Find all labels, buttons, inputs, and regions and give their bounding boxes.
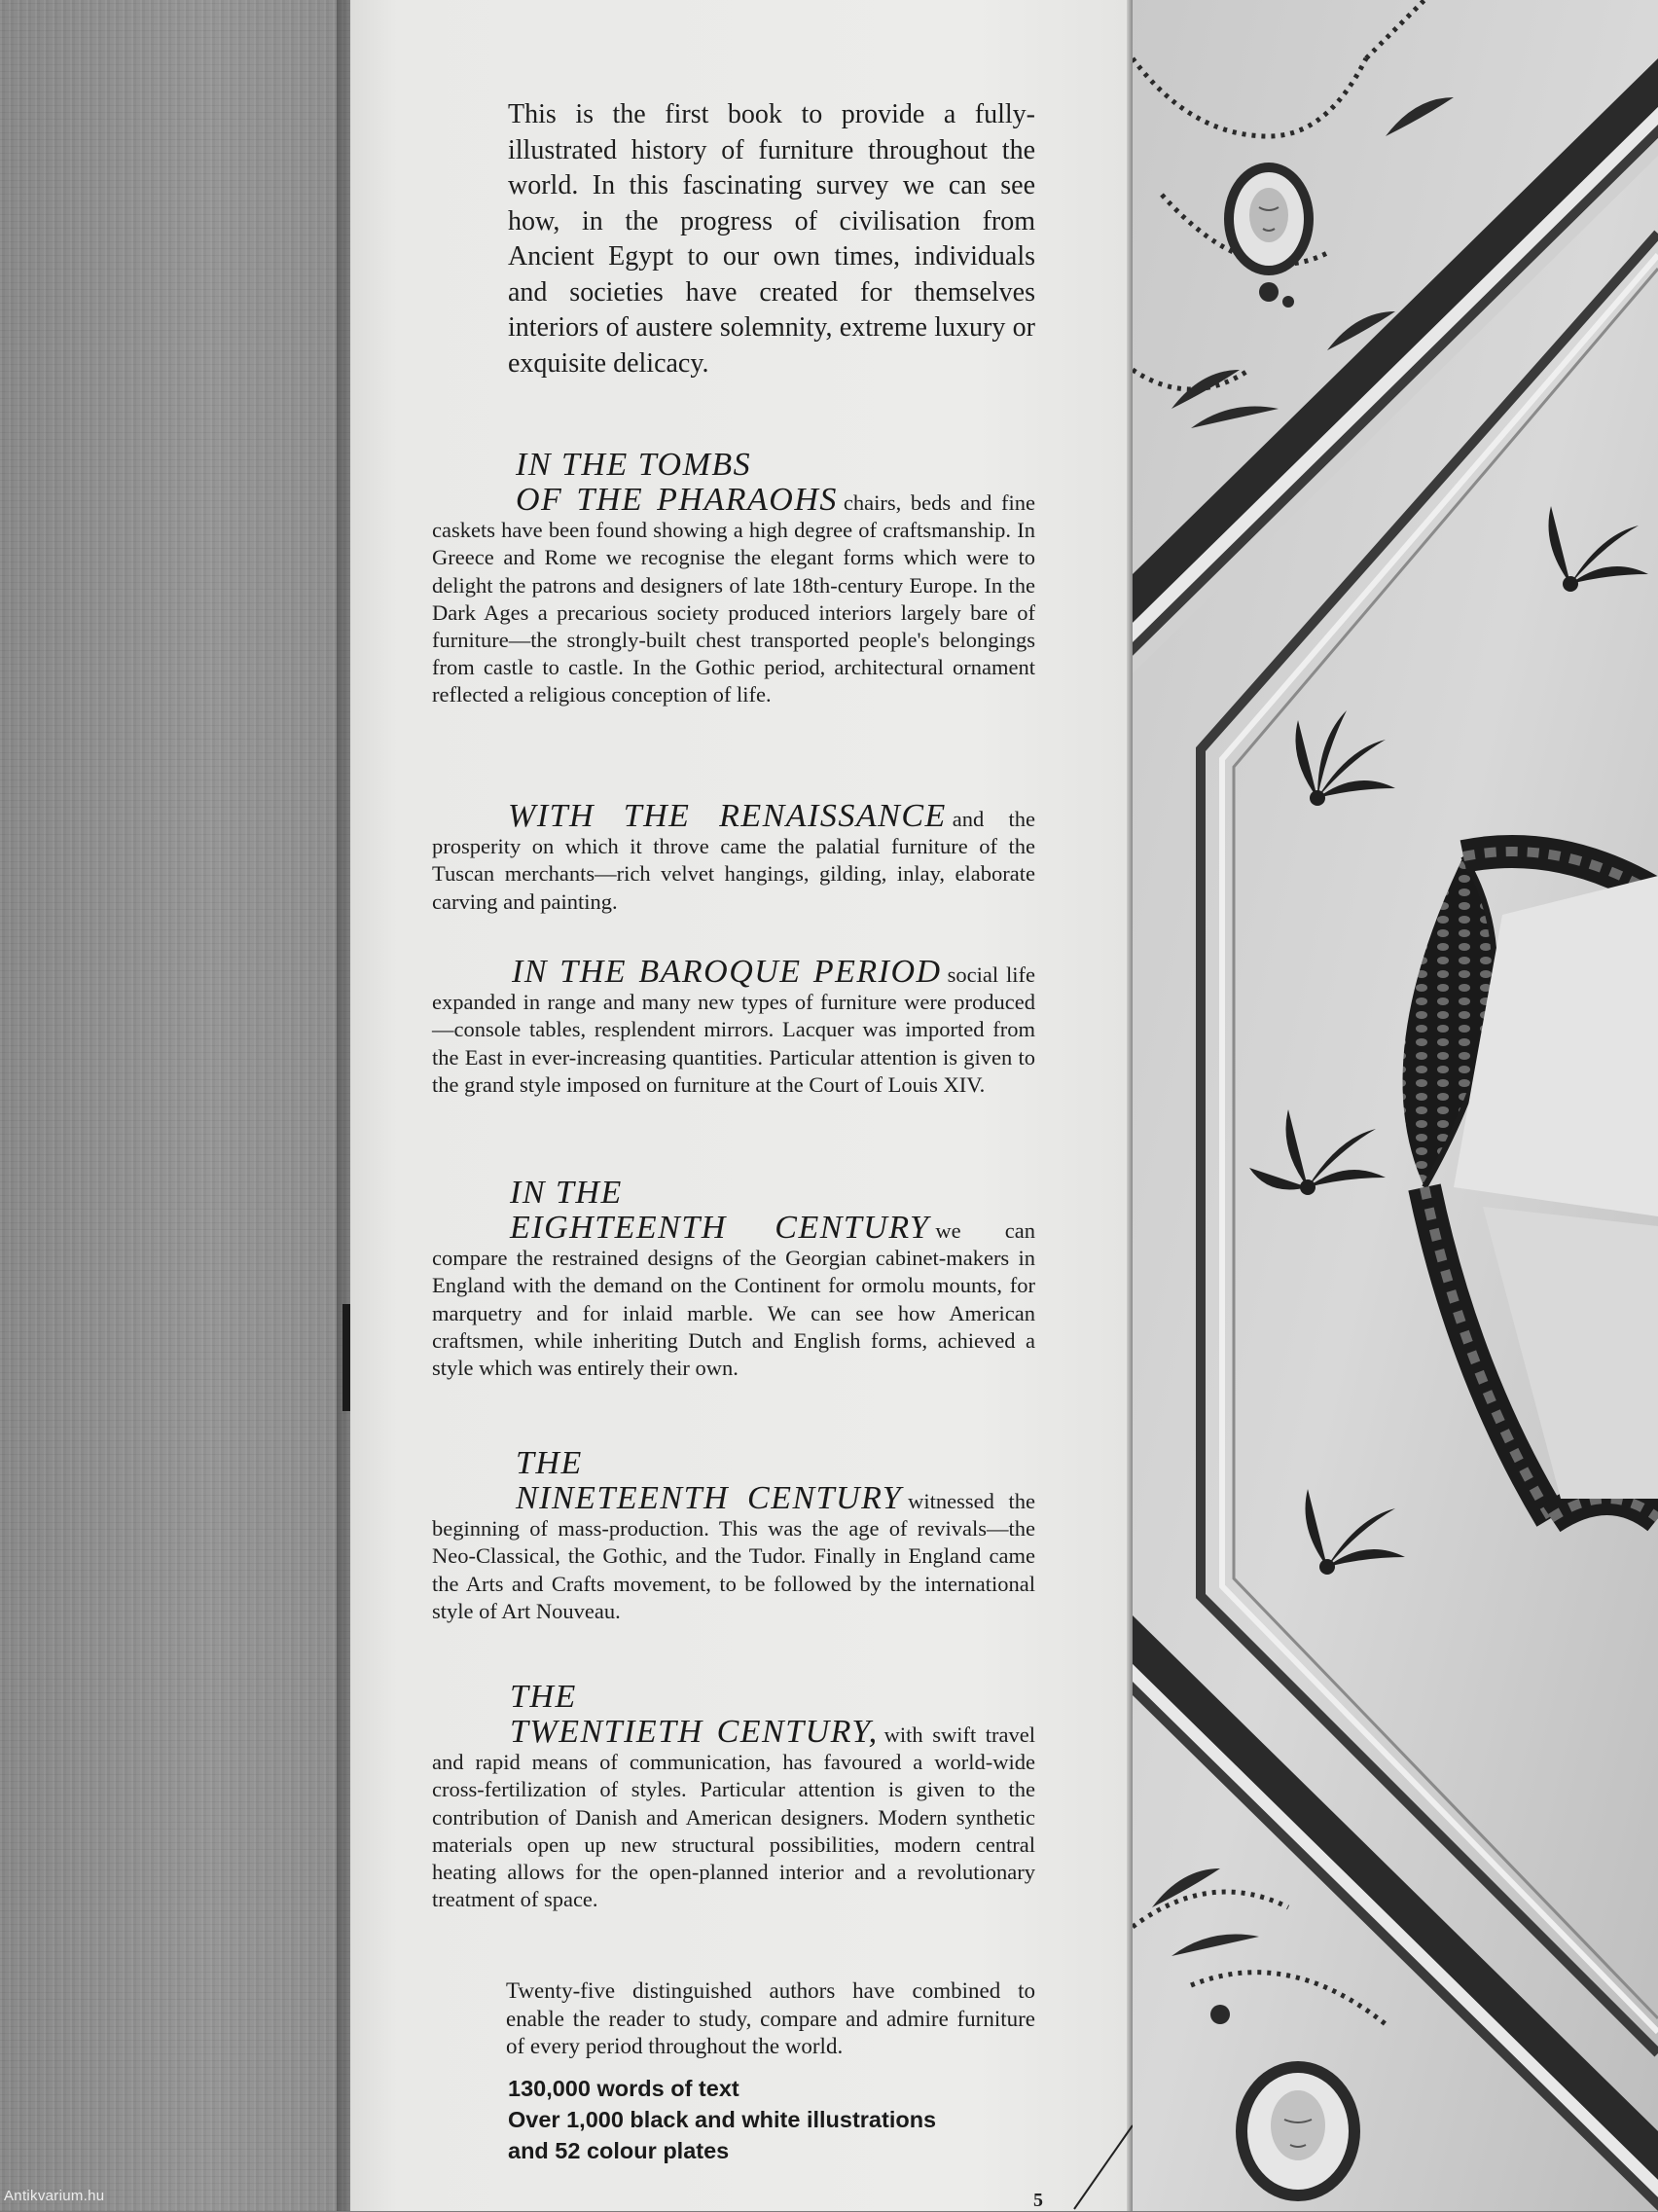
section-heading: IN THE xyxy=(510,1175,623,1211)
section-heading: THE xyxy=(516,1445,583,1481)
section-body xyxy=(432,1210,1035,1382)
book-stats xyxy=(508,2073,1053,2166)
section-heading: EIGHTEENTH CENTURY xyxy=(510,1210,930,1246)
section-eighteenth xyxy=(432,1172,1035,1382)
section-twentieth xyxy=(432,1676,1035,1913)
background-wood-surface xyxy=(0,0,350,2211)
section-body xyxy=(432,954,1035,1099)
section-body xyxy=(432,1480,1035,1625)
section-heading: TWENTIETH CENTURY, xyxy=(510,1714,879,1750)
section-heading: THE xyxy=(510,1679,577,1715)
section-pharaohs xyxy=(432,444,1035,709)
stat-line: Over 1,000 black and white illustrations xyxy=(508,2107,937,2132)
section-body xyxy=(432,1714,1035,1913)
section-heading: NINETEENTH CENTURY xyxy=(516,1480,903,1516)
section-body xyxy=(432,482,1035,709)
closing-paragraph: Twenty-five distinguished authors have combined to enable the reader to study, compare and admire furniture of every period throughout the world. xyxy=(506,1978,1035,2058)
stat-line: 130,000 words of text xyxy=(508,2076,739,2101)
section-text: we can compare the restrained designs of the Georgian cabinet-makers in England with the demand on the Continent for ormolu mounts, for marquetry and for inlaid marble. We can see how American craftsmen, while inheriting Dutch and English forms, achieved a style which was entirely their own. xyxy=(432,1218,1035,1381)
section-nineteenth xyxy=(432,1442,1035,1625)
section-baroque xyxy=(432,954,1035,1099)
page-number: 5 xyxy=(1033,2190,1043,2211)
section-text: chairs, beds and fine caskets have been found showing a high degree of craftsmanship. In Greece and Rome we recognise the elegant forms which were to delight the patrons and designers of late 18th-century Europe. In the Dark Ages a precarious society produced interiors largely bare of furniture—the strongly-built chest transported people's belongings from castle to castle. In the Gothic period, architectural ornament reflected a religious conception of life. xyxy=(432,490,1035,707)
section-heading: OF THE PHARAOHS xyxy=(516,482,838,518)
section-heading: WITH THE RENAISSANCE xyxy=(508,798,947,834)
corner-rule xyxy=(1070,2121,1138,2211)
section-text: witnessed the beginning of mass-production. This was the age of revivals—the Neo-Classical, the Gothic, and the Tudor. Finally in England came the Arts and Crafts movement, to be followed by the international style of Art Nouveau. xyxy=(432,1489,1035,1623)
section-text: with swift travel and rapid means of communication, has favoured a world-wide cross-fertilization of styles. Particular attention is given to the contribution of Danish and American designers. Modern synthetic materials open up new structural possibilities, modern central heating allows for the open-planned interior and a revolutionary treatment of space. xyxy=(432,1722,1035,1912)
section-renaissance xyxy=(432,798,1035,916)
section-body xyxy=(432,798,1035,916)
ceiling-ornament-photo xyxy=(1133,0,1658,2211)
section-heading: IN THE BAROQUE PERIOD xyxy=(512,954,942,990)
stat-line: and 52 colour plates xyxy=(508,2138,730,2163)
intro-paragraph: This is the first book to provide a fully-illustrated history of furniture throughout the world. In this fascinating survey we can see how, in the progress of civilisation from Ancient Egypt to our own times, individuals and societies have created for themselves interiors of austere solemnity, extreme luxury or exquisite delicacy. xyxy=(508,99,1035,379)
section-heading: IN THE TOMBS xyxy=(516,447,752,483)
watermark: Antikvarium.hu xyxy=(4,2188,105,2204)
section-text: and the prosperity on which it throve came the palatial furniture of the Tuscan merchants—rich velvet hangings, gilding, inlay, elaborate carving and painting. xyxy=(432,807,1035,914)
section-text: social life expanded in range and many new types of furniture were produced—console tables, resplendent mirrors. Lacquer was imported from the East in ever-increasing quantities. Particular attention is given to the grand style imposed on furniture at the Court of Louis XIV. xyxy=(432,962,1035,1097)
